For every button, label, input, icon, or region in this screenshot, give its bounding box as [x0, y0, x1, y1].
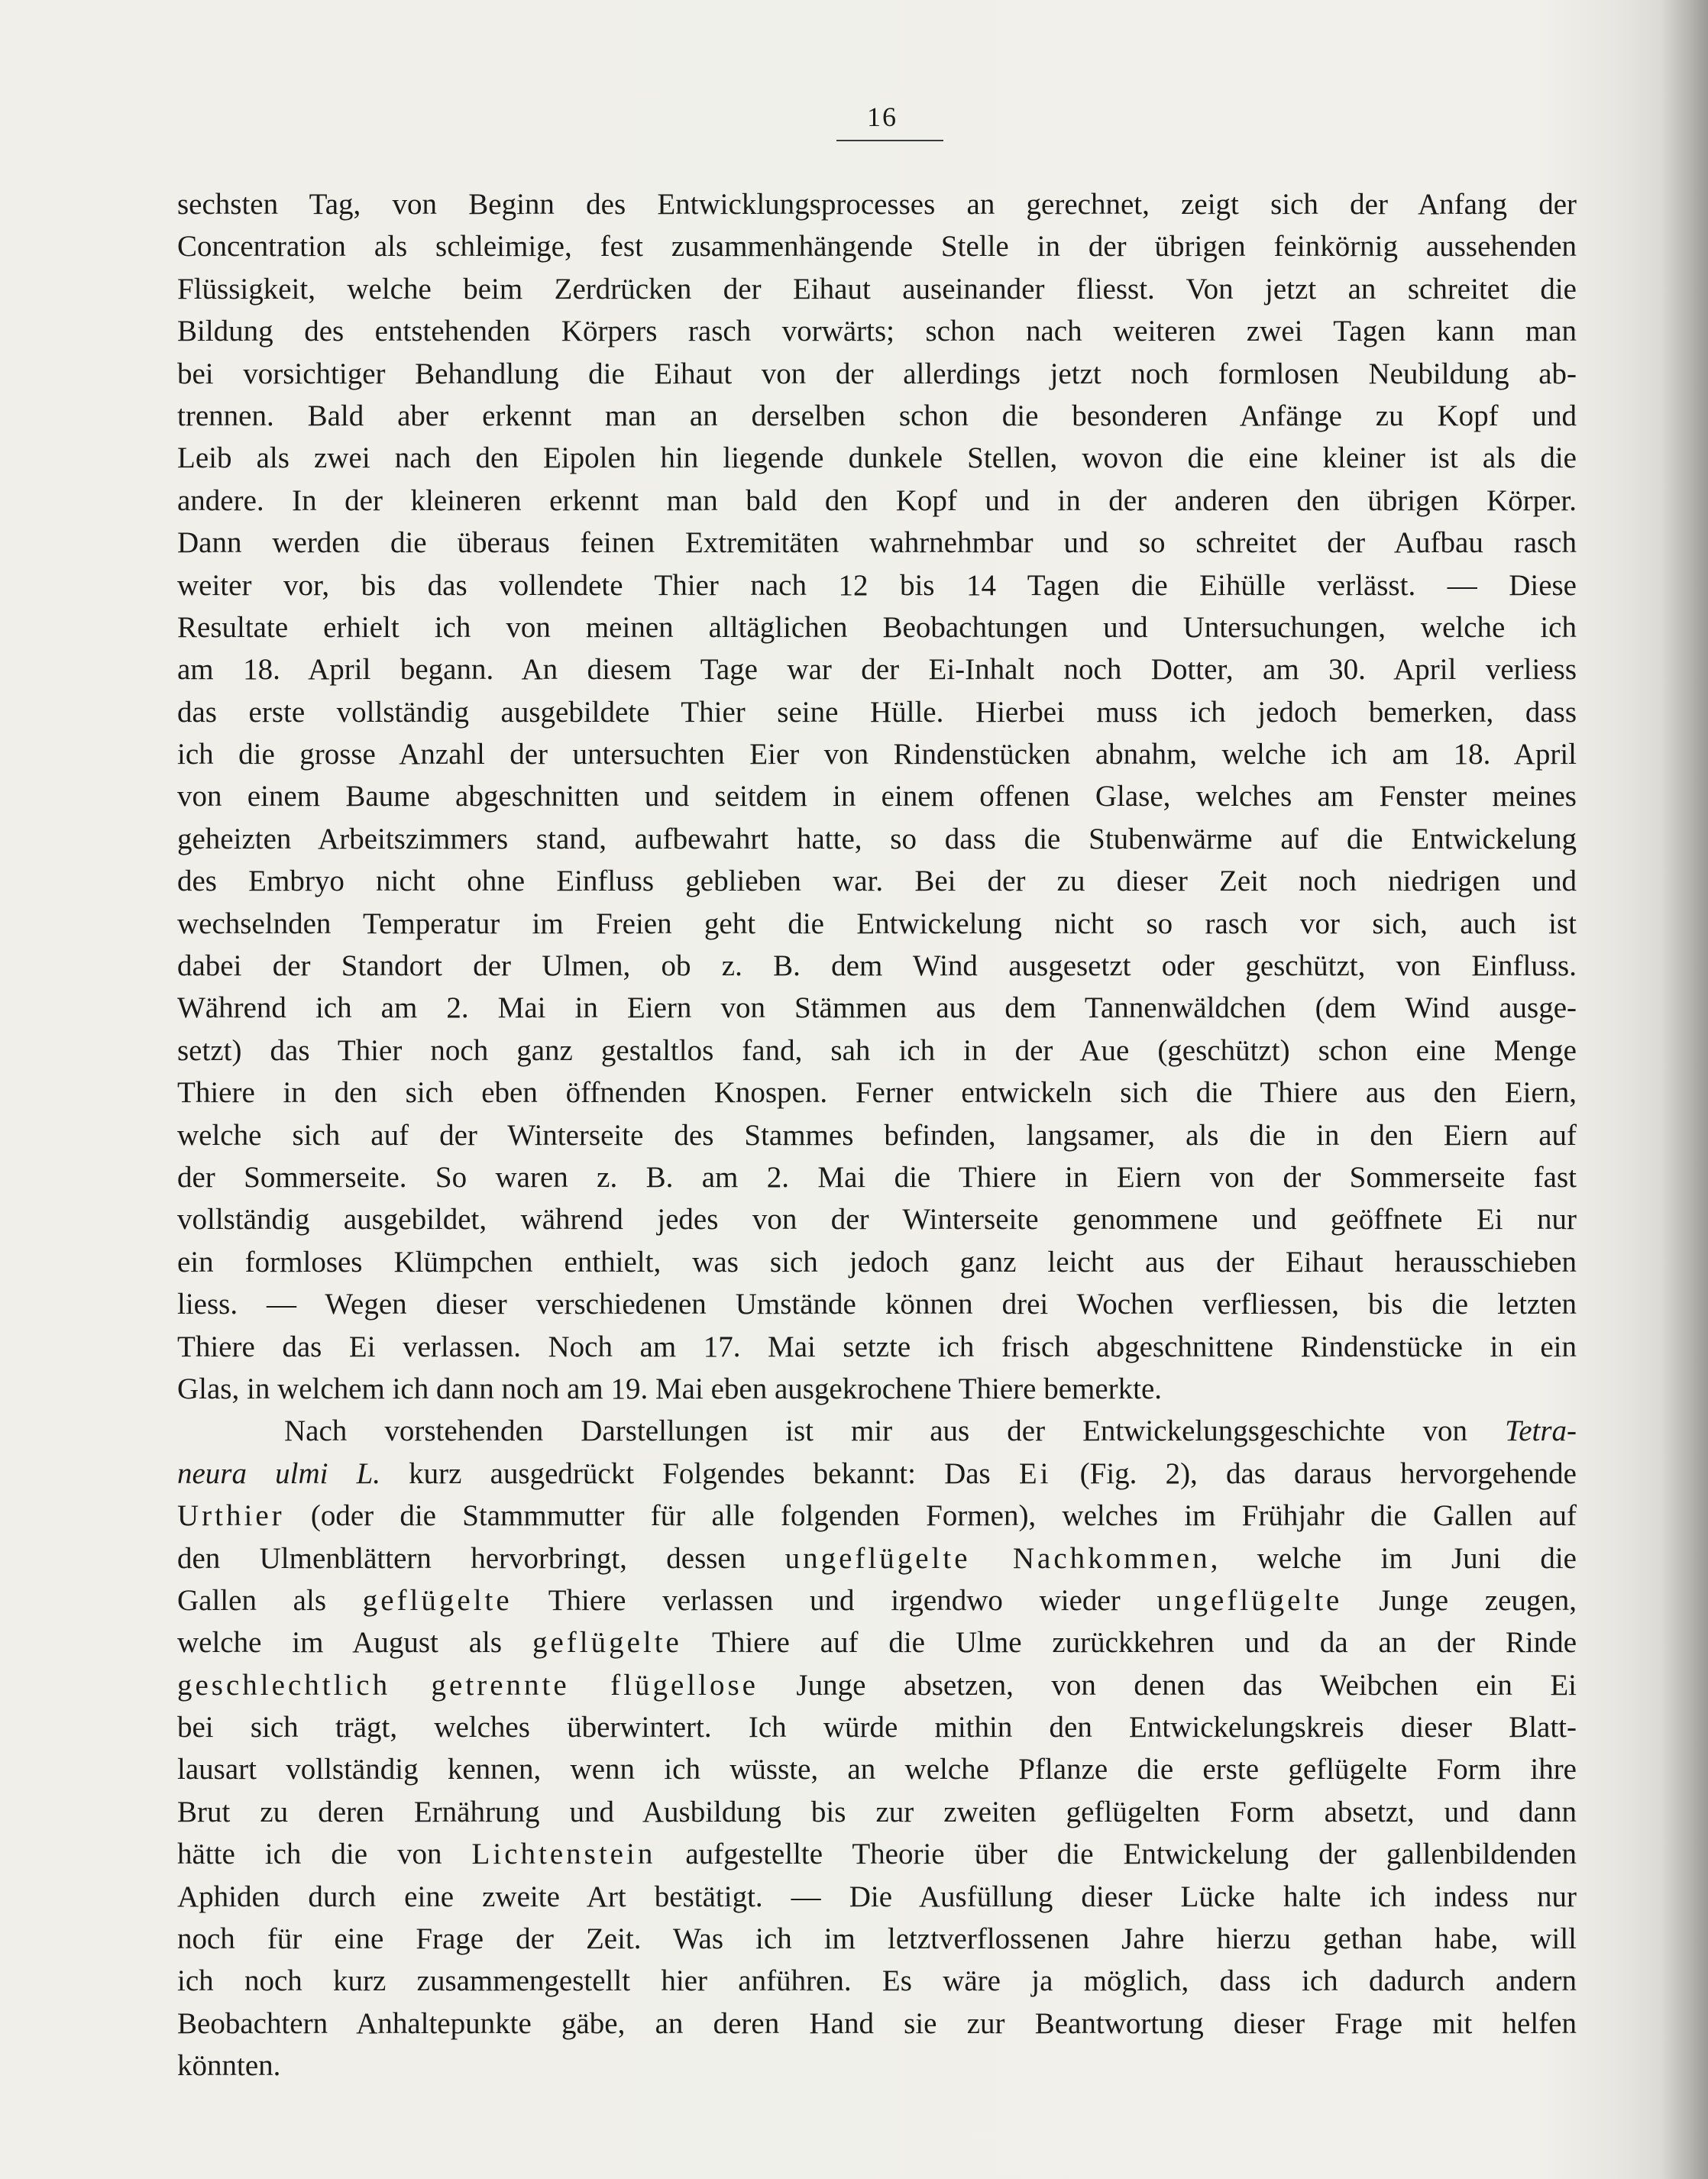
text-line: Thiere in den sich eben öffnenden Knospen. Ferner entwickeln sich die Thiere aus den Eiern,: [177, 1076, 1577, 1110]
text-line: Dann werden die überaus feinen Extremitäten wahrnehmbar und so schreitet der Aufbau rasch: [177, 526, 1577, 560]
text-line: sechsten Tag, von Beginn des Entwicklungsprocesses an gerechnet, zeigt sich der Anfang der: [177, 188, 1577, 221]
text-line: Aphiden durch eine zweite Art bestätigt. — Die Ausfüllung dieser Lücke halte ich indess nur: [177, 1880, 1577, 1913]
text-line: Nach vorstehenden Darstellungen ist mir aus der Entwickelungsgeschichte von Tetra-: [284, 1414, 1577, 1448]
page-number: 16: [867, 102, 898, 132]
text-line: ich die grosse Anzahl der untersuchten Eier von Rindenstücken abnahm, welche ich am 18. April: [177, 738, 1577, 771]
text-line: setzt) das Thier noch ganz gestaltlos fand, sah ich in der Aue (geschützt) schon eine Menge: [177, 1033, 1577, 1067]
text-line: andere. In der kleineren erkennt man bald den Kopf und in der anderen den übrigen Körper.: [177, 483, 1577, 517]
text-line: den Ulmenblättern hervorbringt, dessen ungeflügelte Nachkommen, welche im Juni die: [177, 1541, 1577, 1575]
text-line: wechselnden Temperatur im Freien geht die Entwickelung nicht so rasch vor sich, auch ist: [177, 907, 1577, 940]
text-line: das erste vollständig ausgebildete Thier seine Hülle. Hierbei muss ich jedoch bemerken, dass: [177, 695, 1577, 729]
page-edge-shadow: [1661, 0, 1708, 2179]
text-line: des Embryo nicht ohne Einfluss geblieben war. Bei der zu dieser Zeit noch niedrigen und: [177, 865, 1577, 898]
paragraph-2: [177, 1410, 1577, 2087]
text-line: welche sich auf der Winterseite des Stammes befinden, langsamer, als die in den Eiern auf: [177, 1118, 1577, 1152]
text-line: am 18. April begann. An diesem Tage war der Ei-Inhalt noch Dotter, am 30. April verliess: [177, 653, 1577, 687]
text-line: geheizten Arbeitszimmers stand, aufbewahrt hatte, so dass die Stubenwärme auf die Entwickelung: [177, 822, 1577, 855]
text-line: Thiere das Ei verlassen. Noch am 17. Mai setzte ich frisch abgeschnittene Rindenstücke in ein: [177, 1330, 1577, 1363]
text-line: Beobachtern Anhaltepunkte gäbe, an deren Hand sie zur Beantwortung dieser Frage mit helfen: [177, 2006, 1577, 2040]
text-line: geschlechtlich getrennte flügellose Junge absetzen, von denen das Weibchen ein Ei: [177, 1668, 1577, 1702]
text-line: dabei der Standort der Ulmen, ob z. B. dem Wind ausgesetzt oder geschützt, von Einfluss.: [177, 949, 1577, 983]
text-line: Concentration als schleimige, fest zusammenhängende Stelle in der übrigen feinkörnig aussehenden: [177, 230, 1577, 263]
text-line: noch für eine Frage der Zeit. Was ich im letztverflossenen Jahre hierzu gethan habe, will: [177, 1922, 1577, 1956]
page-number-rule: [836, 140, 943, 141]
text-line: lausart vollständig kennen, wenn ich wüsste, an welche Pflanze die erste geflügelte Form ihre: [177, 1753, 1577, 1786]
text-line: Während ich am 2. Mai in Eiern von Stämmen aus dem Tannenwäldchen (dem Wind ausge-: [177, 991, 1577, 1025]
text-line: Urthier (oder die Stammmutter für alle folgenden Formen), welches im Frühjahr die Gallen auf: [177, 1499, 1577, 1533]
text-line: hätte ich die von Lichtenstein aufgestellte Theorie über die Entwickelung der gallenbildenden: [177, 1838, 1577, 1871]
text-line: Gallen als geflügelte Thiere verlassen und irgendwo wieder ungeflügelte Junge zeugen,: [177, 1583, 1577, 1617]
text-line: Brut zu deren Ernährung und Ausbildung bis zur zweiten geflügelten Form absetzt, und dann: [177, 1795, 1577, 1828]
text-line: vollständig ausgebildet, während jedes von der Winterseite genommene und geöffnete Ei nur: [177, 1203, 1577, 1237]
text-line: Leib als zwei nach den Eipolen hin liegende dunkele Stellen, wovon die eine kleiner ist als die: [177, 441, 1577, 475]
text-line: Glas, in welchem ich dann noch am 19. Mai eben ausgekrochene Thiere bemerkte.: [177, 1372, 1163, 1405]
body-text: [177, 183, 1577, 2087]
text-line: liess. — Wegen dieser verschiedenen Umstände können drei Wochen verfliessen, bis die letzten: [177, 1288, 1577, 1321]
text-line: ein formloses Klümpchen enthielt, was sich jedoch ganz leicht aus der Eihaut herausschieben: [177, 1245, 1577, 1279]
text-line: weiter vor, bis das vollendete Thier nach 12 bis 14 Tagen die Eihülle verlässt. — Diese: [177, 568, 1577, 602]
text-line: trennen. Bald aber erkennt man an derselben schon die besonderen Anfänge zu Kopf und: [177, 399, 1577, 432]
paragraph-1: [177, 183, 1577, 1410]
text-line: Flüssigkeit, welche beim Zerdrücken der Eihaut auseinander fliesst. Von jetzt an schreitet die: [177, 272, 1577, 306]
text-line: von einem Baume abgeschnitten und seitdem in einem offenen Glase, welches am Fenster meines: [177, 780, 1577, 813]
text-line: neura ulmi L. kurz ausgedrückt Folgendes bekannt: Das Ei (Fig. 2), das daraus hervorgehende: [177, 1456, 1577, 1490]
text-line: ich noch kurz zusammengestellt hier anführen. Es wäre ja möglich, dass ich dadurch andern: [177, 1964, 1577, 1998]
text-line: der Sommerseite. So waren z. B. am 2. Mai die Thiere in Eiern von der Sommerseite fast: [177, 1160, 1577, 1194]
text-line: bei sich trägt, welches überwintert. Ich würde mithin den Entwickelungskreis dieser Blatt-: [177, 1711, 1577, 1744]
text-line: bei vorsichtiger Behandlung die Eihaut von der allerdings jetzt noch formlosen Neubildung ab-: [177, 357, 1577, 390]
text-line: Bildung des entstehenden Körpers rasch vorwärts; schon nach weiteren zwei Tagen kann man: [177, 315, 1577, 348]
text-line: könnten.: [177, 2049, 281, 2083]
text-line: Resultate erhielt ich von meinen alltäglichen Beobachtungen und Untersuchungen, welche ich: [177, 610, 1577, 644]
text-line: welche im August als geflügelte Thiere auf die Ulme zurückkehren und da an der Rinde: [177, 1626, 1577, 1660]
